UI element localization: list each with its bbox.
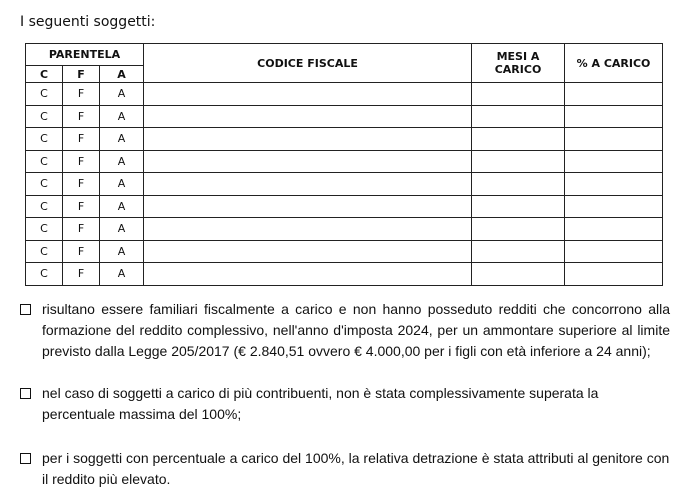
cell-mesi[interactable] (472, 105, 565, 128)
cell-percentuale[interactable] (565, 128, 663, 151)
table-row (26, 150, 663, 173)
intro-text: I seguenti soggetti: (20, 14, 156, 30)
cell-percentuale[interactable] (565, 218, 663, 241)
cell-codice-fiscale[interactable] (144, 263, 472, 286)
cell-f[interactable]: F (63, 195, 100, 218)
cell-f[interactable]: F (63, 218, 100, 241)
declaration-text: per i soggetti con percentuale a carico del 100%, la relativa detrazione è stata attributi al genitore con il reddito più elevato. (42, 450, 670, 487)
table-row (26, 105, 663, 128)
cell-percentuale[interactable] (565, 240, 663, 263)
header-percent-a-carico: % A CARICO (565, 44, 663, 83)
table-row (26, 128, 663, 151)
checkbox-2[interactable] (20, 388, 31, 399)
cell-c[interactable]: C (26, 128, 63, 151)
declaration-item (20, 299, 670, 362)
declaration-item (20, 448, 670, 490)
table-row (26, 263, 663, 286)
cell-f[interactable]: F (63, 83, 100, 106)
cell-codice-fiscale[interactable] (144, 195, 472, 218)
cell-codice-fiscale[interactable] (144, 83, 472, 106)
cell-percentuale[interactable] (565, 195, 663, 218)
dependents-table (25, 43, 663, 286)
cell-a[interactable]: A (100, 83, 144, 106)
table-row (26, 218, 663, 241)
cell-percentuale[interactable] (565, 173, 663, 196)
cell-mesi[interactable] (472, 240, 565, 263)
declarations (20, 299, 670, 490)
cell-f[interactable]: F (63, 173, 100, 196)
cell-c[interactable]: C (26, 150, 63, 173)
cell-c[interactable]: C (26, 83, 63, 106)
cell-codice-fiscale[interactable] (144, 150, 472, 173)
cell-f[interactable]: F (63, 128, 100, 151)
declaration-item (20, 383, 670, 425)
cell-a[interactable]: A (100, 128, 144, 151)
declaration-text: nel caso di soggetti a carico di più contribuenti, non è stata complessivamente superata la percentuale massima del 100%; (42, 385, 599, 422)
cell-mesi[interactable] (472, 263, 565, 286)
subheader-a: A (100, 66, 144, 83)
cell-mesi[interactable] (472, 128, 565, 151)
cell-mesi[interactable] (472, 195, 565, 218)
cell-f[interactable]: F (63, 150, 100, 173)
cell-c[interactable]: C (26, 218, 63, 241)
table-row (26, 173, 663, 196)
cell-f[interactable]: F (63, 105, 100, 128)
cell-a[interactable]: A (100, 240, 144, 263)
cell-percentuale[interactable] (565, 105, 663, 128)
cell-codice-fiscale[interactable] (144, 173, 472, 196)
cell-a[interactable]: A (100, 263, 144, 286)
subheader-c: C (26, 66, 63, 83)
cell-a[interactable]: A (100, 173, 144, 196)
table-row (26, 195, 663, 218)
cell-mesi[interactable] (472, 173, 565, 196)
checkbox-1[interactable] (20, 304, 31, 315)
cell-a[interactable]: A (100, 105, 144, 128)
cell-mesi[interactable] (472, 150, 565, 173)
cell-a[interactable]: A (100, 150, 144, 173)
cell-mesi[interactable] (472, 218, 565, 241)
cell-percentuale[interactable] (565, 263, 663, 286)
cell-percentuale[interactable] (565, 83, 663, 106)
cell-codice-fiscale[interactable] (144, 240, 472, 263)
header-codice-fiscale: CODICE FISCALE (144, 44, 472, 83)
cell-c[interactable]: C (26, 105, 63, 128)
cell-codice-fiscale[interactable] (144, 105, 472, 128)
cell-f[interactable]: F (63, 240, 100, 263)
header-mesi-a-carico: MESI A CARICO (472, 44, 565, 83)
cell-a[interactable]: A (100, 218, 144, 241)
header-parentela: PARENTELA (26, 44, 144, 66)
cell-f[interactable]: F (63, 263, 100, 286)
cell-percentuale[interactable] (565, 150, 663, 173)
table-row (26, 83, 663, 106)
table-row (26, 240, 663, 263)
cell-c[interactable]: C (26, 240, 63, 263)
cell-c[interactable]: C (26, 173, 63, 196)
cell-c[interactable]: C (26, 195, 63, 218)
cell-codice-fiscale[interactable] (144, 128, 472, 151)
cell-codice-fiscale[interactable] (144, 218, 472, 241)
cell-c[interactable]: C (26, 263, 63, 286)
declaration-text: risultano essere familiari fiscalmente a carico e non hanno posseduto redditi che concorrono alla formazione del reddito complessivo, nell'anno d'imposta 2024, per un ammontare superiore al limite previsto dalla Legge 205/2017 (€ 2.840,51 ovvero € 4.000,00 per i figli con età inferiore a 24 anni); (42, 301, 670, 359)
cell-mesi[interactable] (472, 83, 565, 106)
checkbox-3[interactable] (20, 453, 31, 464)
cell-a[interactable]: A (100, 195, 144, 218)
subheader-f: F (63, 66, 100, 83)
